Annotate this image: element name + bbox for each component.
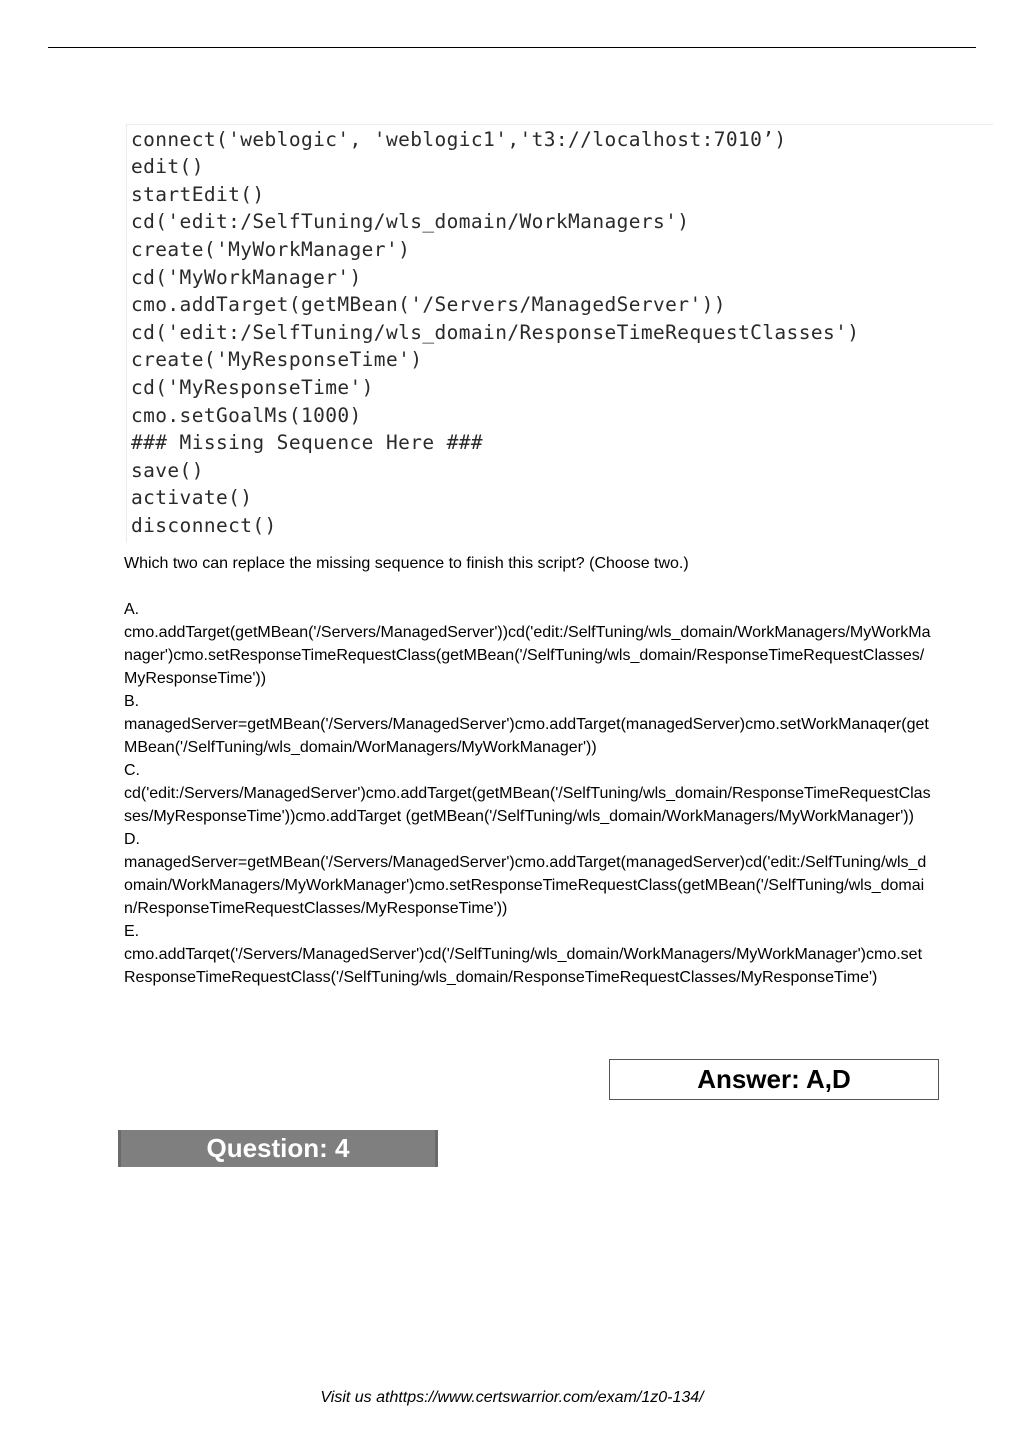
option-text: cmo.addTarget(getMBean('/Servers/ManagedServer'))cd('edit:/SelfTuning/wls_domain/WorkManagers/MyWorkManager')cmo.setResponseTimeRequestClass(getMBean('/SelfTuning/wls_domain/ResponseTimeRequestClasses/MyResponseTime')) bbox=[124, 624, 931, 687]
option-text: managedServer=getMBean('/Servers/ManagedServer')cmo.addTarget(managedServer)cmo.setWorkManaqer(getMBean('/SelfTuning/wls_domain/WorManagers/MyWorkManager')) bbox=[124, 716, 929, 756]
code-line: save() bbox=[131, 459, 204, 482]
option-text: cmo.addTarqet('/Servers/ManagedServer')cd('/SelfTuning/wls_domain/WorkManagers/MyWorkManager')cmo.setResponseTimeRequestClass('/SelfTuning/wls_domain/ResponseTimeRequestClasses/MyResponseTime') bbox=[124, 946, 923, 986]
code-line: startEdit() bbox=[131, 183, 265, 206]
option-letter: C. bbox=[124, 762, 140, 779]
code-line: activate() bbox=[131, 486, 253, 509]
code-line: connect('weblogic', 'weblogic1','t3://localhost:7010’) bbox=[131, 128, 787, 151]
code-line: cd('MyWorkManager') bbox=[131, 266, 362, 289]
question-prompt: Which two can replace the missing sequence to finish this script? (Choose two.) bbox=[124, 555, 689, 572]
answer-options bbox=[124, 598, 932, 989]
option-letter: A. bbox=[124, 601, 140, 618]
code-line: ### Missing Sequence Here ### bbox=[131, 431, 484, 454]
code-line: create('MyWorkManager') bbox=[131, 238, 411, 261]
code-line: create('MyResponseTime') bbox=[131, 348, 423, 371]
code-line: cd('edit:/SelfTuning/wls_domain/ResponseTimeRequestClasses') bbox=[131, 321, 860, 344]
option-letter: B. bbox=[124, 693, 140, 710]
code-line: edit() bbox=[131, 155, 204, 178]
option-text: managedServer=getMBean('/Servers/ManagedServer')cmo.addTarget(managedServer)cd('edit:/SelfTuning/wls_domain/WorkManagers/MyWorkManager')cmo.setResponseTimeRequestClass(getMBean('/SelfTuning/wls_domain/ResponseTimeRequestClasses/MyResponseTime')) bbox=[124, 854, 927, 917]
option-letter: E. bbox=[124, 923, 140, 940]
code-line: cd('edit:/SelfTuning/wls_domain/WorkManagers') bbox=[131, 210, 690, 233]
header-rule bbox=[48, 47, 976, 48]
code-line: disconnect() bbox=[131, 514, 277, 537]
option-letter: D. bbox=[124, 831, 140, 848]
question-header: Question: 4 bbox=[118, 1130, 438, 1167]
option-text: cd('edit:/Servers/ManagedServer')cmo.addTarget(getMBean('/SelfTuning/wls_domain/ResponseTimeRequestClasses/MyResponseTime'))cmo.addTarget (getMBean('/SelfTuning/wls_domain/WorkManagers/MyWorkManager')) bbox=[124, 785, 931, 825]
code-screenshot bbox=[126, 124, 993, 543]
code-line: cmo.setGoalMs(1000) bbox=[131, 404, 362, 427]
answer-box: Answer: A,D bbox=[609, 1059, 939, 1100]
footer-link-text: Visit us athttps://www.certswarrior.com/exam/1z0-134/ bbox=[320, 1389, 704, 1406]
code-line: cmo.addTarget(getMBean('/Servers/ManagedServer')) bbox=[131, 293, 726, 316]
code-line: cd('MyResponseTime') bbox=[131, 376, 374, 399]
